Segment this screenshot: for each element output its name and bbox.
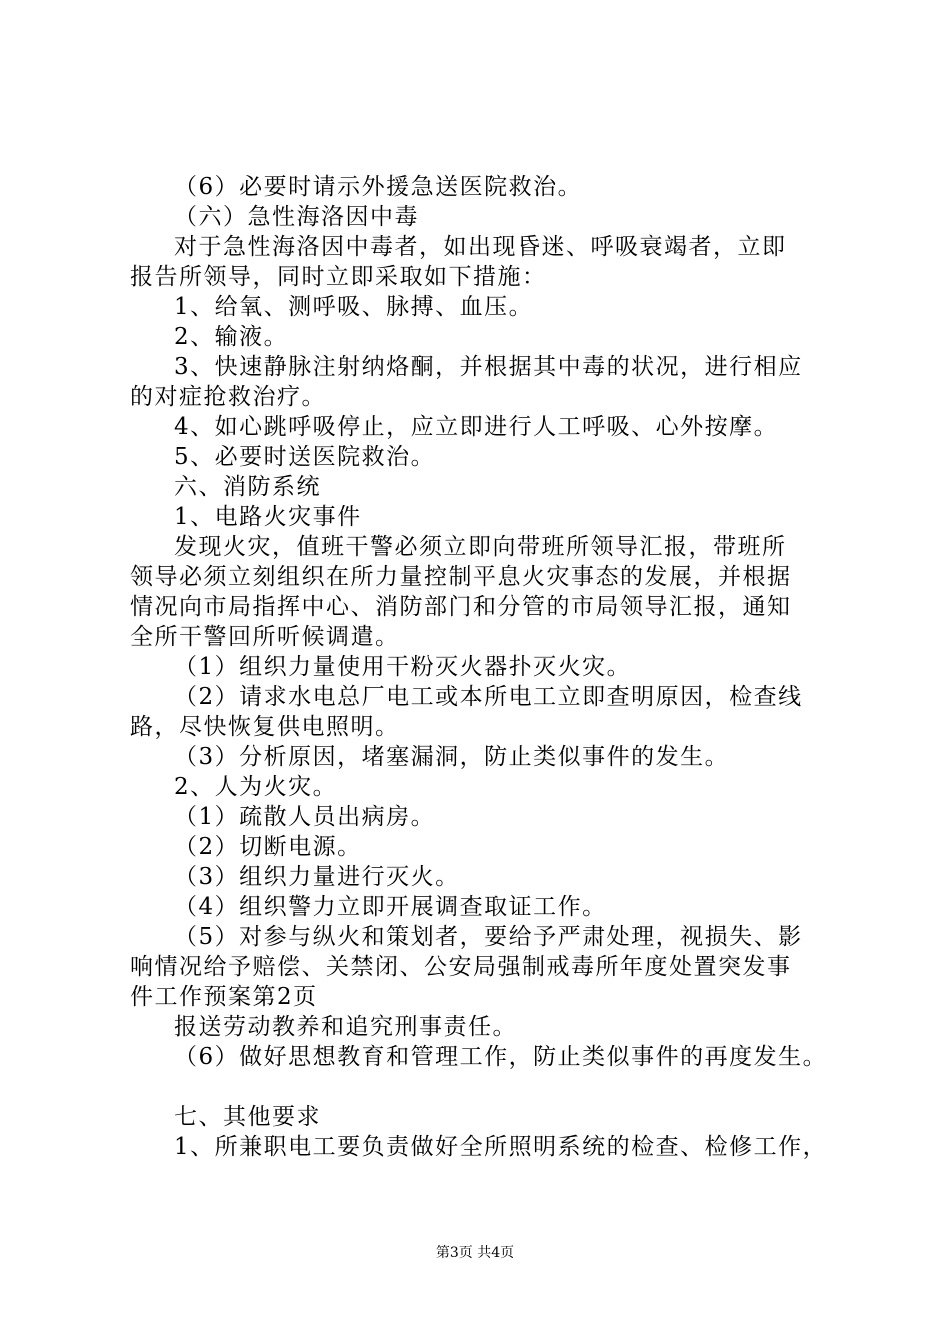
text-line: 件工作预案第2页	[130, 984, 318, 1010]
text-line: （6）做好思想教育和管理工作，防止类似事件的再度发生。	[174, 1044, 828, 1070]
text-line: （2）请求水电总厂电工或本所电工立即查明原因，检查线	[174, 684, 803, 710]
text-line: 报送劳动教养和追究刑事责任。	[174, 1014, 517, 1040]
text-line: 六、消防系统	[174, 474, 321, 500]
text-line: 响情况给予赔偿、关禁闭、公安局强制戒毒所年度处置突发事	[130, 954, 792, 980]
document-body	[130, 172, 850, 1162]
text-line: 情况向市局指挥中心、消防部门和分管的市局领导汇报，通知	[130, 594, 792, 620]
text-line: （5）对参与纵火和策划者，要给予严肃处理，视损失、影	[174, 924, 803, 950]
text-line: 1、所兼职电工要负责做好全所照明系统的检查、检修工作，	[174, 1134, 828, 1160]
text-line: （1）疏散人员出病房。	[174, 804, 436, 830]
text-line: 路，尽快恢复供电照明。	[130, 714, 400, 740]
text-line: 全所干警回所听候调遣。	[130, 624, 400, 650]
text-line: （1）组织力量使用干粉灭火器扑灭火灾。	[174, 654, 632, 680]
text-line: 2、输液。	[174, 324, 289, 350]
blank-line	[130, 1072, 850, 1102]
text-line: 发现火灾，值班干警必须立即向带班所领导汇报，带班所	[174, 534, 787, 560]
text-line: 报告所领导，同时立即采取如下措施：	[130, 264, 547, 290]
text-line: （4）组织警力立即开展调查取证工作。	[174, 894, 607, 920]
text-line: 七、其他要求	[174, 1104, 321, 1130]
text-line: 1、电路火灾事件	[174, 504, 362, 530]
text-line: （3）组织力量进行灭火。	[174, 864, 460, 890]
text-line: 2、人为火灾。	[174, 774, 338, 800]
text-line: （6）必要时请示外援急送医院救治。	[174, 174, 583, 200]
text-line: 4、如心跳呼吸停止，应立即进行人工呼吸、心外按摩。	[174, 414, 779, 440]
text-line: 3、快速静脉注射纳烙酮，并根据其中毒的状况，进行相应	[174, 354, 803, 380]
text-line: 领导必须立刻组织在所力量控制平息火灾事态的发展，并根据	[130, 564, 792, 590]
text-line: （六）急性海洛因中毒	[174, 204, 419, 230]
text-line: 1、给氧、测呼吸、脉搏、血压。	[174, 294, 534, 320]
page-footer: 第3页 共4页	[435, 1245, 515, 1261]
text-line: 对于急性海洛因中毒者，如出现昏迷、呼吸衰竭者，立即	[174, 234, 787, 260]
text-line: 的对症抢救治疗。	[130, 384, 326, 410]
text-line: （3）分析原因，堵塞漏洞，防止类似事件的发生。	[174, 744, 730, 770]
text-line: （2）切断电源。	[174, 834, 362, 860]
text-line: 5、必要时送医院救治。	[174, 444, 436, 470]
